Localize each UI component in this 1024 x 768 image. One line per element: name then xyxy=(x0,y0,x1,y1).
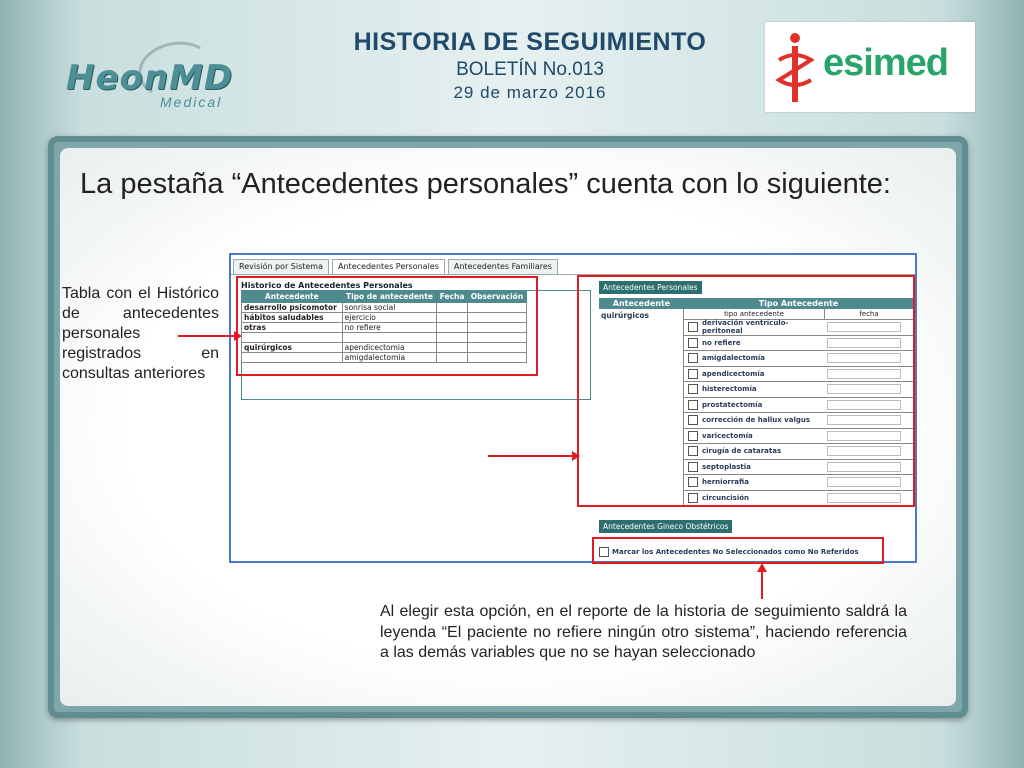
history-cell: desarrollo psicomotor xyxy=(242,303,343,313)
up-arrow-icon xyxy=(755,563,769,599)
ap-col-tipo: Tipo Antecedente xyxy=(758,299,839,308)
tab-antecedentes-personales[interactable]: Antecedentes Personales xyxy=(332,259,445,275)
history-col-fecha: Fecha xyxy=(437,291,468,303)
intro-text: La pestaña “Antecedentes personales” cuenta con lo siguiente: xyxy=(80,168,891,200)
history-cell: amigdalectomia xyxy=(342,353,437,363)
ap-category: quirúrgicos xyxy=(599,309,684,506)
tab-ap-section[interactable]: Antecedentes Personales xyxy=(599,281,702,294)
item-label: histerectomía xyxy=(702,385,757,394)
middle-arrow-icon xyxy=(486,450,580,462)
item-label: prostatectomía xyxy=(702,400,763,409)
esimed-logo xyxy=(765,22,975,112)
history-highlight xyxy=(236,276,538,376)
history-cell: quirúrgicos xyxy=(242,343,343,353)
history-col-observacion: Observación xyxy=(467,291,526,303)
left-arrow-icon xyxy=(176,330,242,342)
item-label: circuncisión xyxy=(702,493,750,502)
tab-revision-sistema[interactable]: Revisión por Sistema xyxy=(233,259,329,275)
history-cell: hábitos saludables xyxy=(242,313,343,323)
item-label: cirugía de cataratas xyxy=(702,447,782,456)
history-cell: ejercicio xyxy=(342,313,437,323)
item-label: varicectomía xyxy=(702,431,753,440)
item-label: apendicectomía xyxy=(702,369,765,378)
tab-gineco[interactable]: Antecedentes Gineco Obstétricos xyxy=(599,520,732,533)
logo-sub: Medical xyxy=(160,94,223,110)
option-note: Al elegir esta opción, en el reporte de la historia de seguimiento saldrá la leyenda “El paciente no refiere ningún otro sistema”, haciendo referencia a las demás variables que no se hayan seleccionado xyxy=(380,603,907,661)
history-col-antecedente: Antecedente xyxy=(242,291,343,303)
tab-bar xyxy=(233,259,558,275)
history-title: Historico de Antecedentes Personales xyxy=(241,281,413,290)
esimed-mark-icon xyxy=(773,30,817,106)
item-label: no refiere xyxy=(702,338,741,347)
option-highlight xyxy=(592,537,884,564)
heonmd-logo xyxy=(60,44,240,114)
item-label: derivación ventrículo-peritoneal xyxy=(702,319,789,336)
bulletin-date: 29 de marzo 2016 xyxy=(453,83,607,102)
history-cell: apendicectomia xyxy=(342,343,437,353)
bulletin-number: BOLETÍN No.013 xyxy=(456,59,604,80)
item-label: corrección de hallux valgus xyxy=(702,416,811,425)
item-label: herniorrafia xyxy=(702,478,749,487)
ap-col-antecedente: Antecedente xyxy=(612,299,671,308)
logo-brand: HeonMD xyxy=(66,58,234,98)
ap-sub-tipo: tipo antecedente xyxy=(724,310,784,318)
tab-antecedentes-familiares[interactable]: Antecedentes Familiares xyxy=(448,259,558,275)
entry-highlight xyxy=(577,275,915,507)
history-cell: otras xyxy=(242,323,343,333)
marcar-label: Marcar los Antecedentes No Seleccionados como No Referidos xyxy=(612,548,859,556)
esimed-wordmark: esimed xyxy=(823,42,948,84)
history-cell: no refiere xyxy=(342,323,437,333)
item-label: septoplastia xyxy=(702,462,751,471)
history-table-note: Tabla con el Histórico de antecedentes personales registrados en consultas anteriores xyxy=(62,285,219,382)
page-header xyxy=(290,28,770,103)
ap-sub-fecha: fecha xyxy=(824,309,913,319)
page-title: HISTORIA DE SEGUIMIENTO xyxy=(353,28,707,56)
history-cell: sonrisa social xyxy=(342,303,437,313)
history-col-tipo: Tipo de antecedente xyxy=(342,291,437,303)
item-label: amigdalectomía xyxy=(702,354,766,363)
